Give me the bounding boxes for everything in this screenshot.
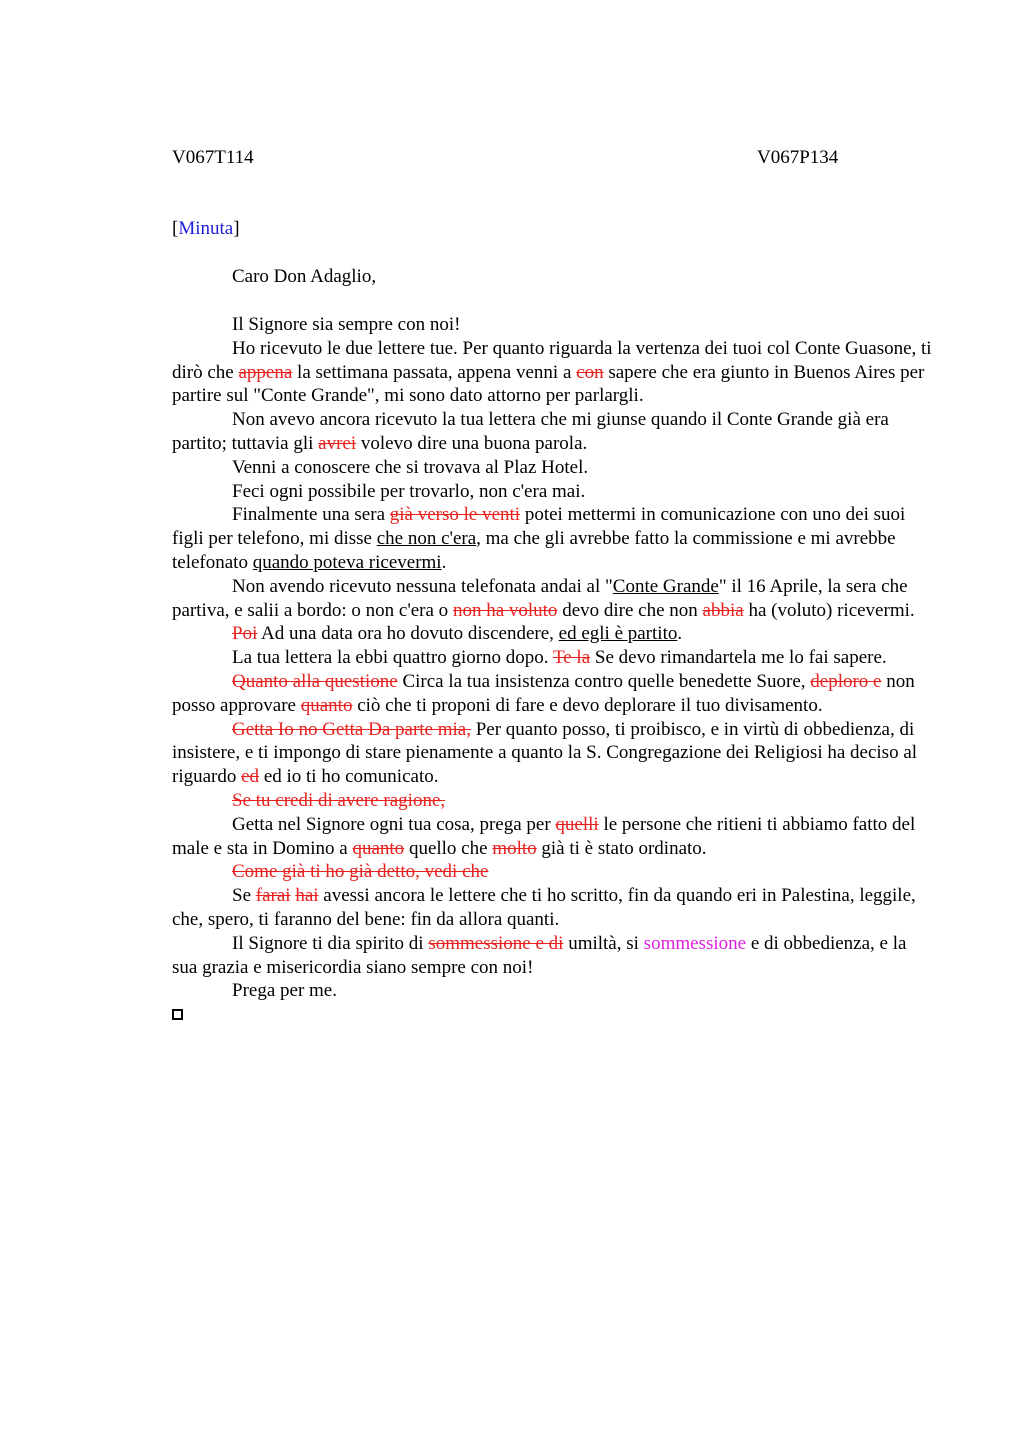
text-run: Prega per me. xyxy=(232,980,337,1002)
letter-paragraph xyxy=(172,337,932,408)
letter-paragraph xyxy=(172,480,932,504)
text-run: e di obbedienza, e la sua grazia e misericordia siano sempre con noi! xyxy=(172,932,907,978)
end-marker-icon xyxy=(172,1009,183,1020)
underlined-text: Conte Grande xyxy=(612,575,719,597)
deleted-text: con xyxy=(576,361,604,383)
text-run: ed io ti ho comunicato. xyxy=(259,766,439,788)
text-run: umiltà, si xyxy=(563,932,644,954)
text-run: Ho ricevuto le due lettere tue. Per quanto riguarda la vertenza dei tuoi col Conte Guasone, ti dirò che xyxy=(172,337,932,383)
text-run: Il Signore ti dia spirito di xyxy=(232,932,429,954)
underlined-text: ed egli è partito xyxy=(558,623,678,645)
text-run: volevo dire una buona parola. xyxy=(356,432,588,454)
text-run: Per quanto posso, ti proibisco, e in virtù di obbedienza, di insistere, e ti impongo di stare pienamente a quanto la S. Congregazione dei Religiosi ha deciso al riguardo xyxy=(172,718,918,788)
text-run: potei mettermi in comunicazione con uno dei suoi figli per telefono, mi disse xyxy=(172,504,906,550)
letter-paragraph xyxy=(172,646,932,670)
deleted-text: sommessione e di xyxy=(428,932,564,954)
letter-paragraph xyxy=(172,932,932,980)
text-run: avessi ancora le lettere che ti ho scritto, fin da quando eri in Palestina, leggile, che, spero, ti faranno del bene: fin da allora quanti. xyxy=(172,885,916,930)
text-run: Non avendo ricevuto nessuna telefonata andai al " xyxy=(232,575,613,597)
minuta-label xyxy=(172,218,240,240)
deleted-text: abbia xyxy=(702,599,744,621)
document-code-left: V067T114 xyxy=(172,147,254,168)
letter-body xyxy=(172,313,932,1027)
deleted-text: Te la xyxy=(552,647,591,669)
letter-paragraph xyxy=(172,789,932,813)
text-run: non posso approvare xyxy=(172,670,915,716)
deleted-text: molto xyxy=(492,837,537,859)
text-run: " il 16 Aprile, la sera che partiva, e salii a bordo: o non c'era o xyxy=(172,575,908,621)
deleted-text: Poi xyxy=(232,623,258,645)
text-run: La tua lettera la ebbi quattro giorno dopo. xyxy=(232,647,553,669)
document-code-right: V067P134 xyxy=(757,147,839,168)
salutation: Caro Don Adaglio, xyxy=(232,266,377,287)
deleted-text: Quanto alla questione xyxy=(232,670,398,692)
text-run: Il Signore sia sempre con noi! xyxy=(232,314,461,335)
text-run: Getta nel Signore ogni tua cosa, prega per xyxy=(232,813,556,835)
deleted-text: farai xyxy=(255,885,291,907)
deleted-text: Se tu credi di avere ragione, xyxy=(232,789,446,811)
letter-paragraph xyxy=(172,884,932,932)
underlined-text: quando poteva ricevermi xyxy=(252,551,442,573)
letter-paragraph xyxy=(172,813,932,861)
minuta-open-bracket: [ xyxy=(172,218,179,239)
text-run: la settimana passata, appena venni a xyxy=(292,361,577,383)
text-run: Se xyxy=(232,885,256,907)
deleted-text: appena xyxy=(238,361,293,383)
deleted-text: quanto xyxy=(300,694,353,716)
letter-paragraph xyxy=(172,622,932,646)
text-run: Venni a conoscere che si trovava al Plaz Hotel. xyxy=(232,456,589,478)
deleted-text: non ha voluto xyxy=(452,599,558,621)
letter-paragraph xyxy=(172,313,932,337)
letter-paragraph xyxy=(172,456,932,480)
inserted-text: sommessione xyxy=(643,932,747,954)
text-run: Finalmente una sera xyxy=(232,504,390,526)
deleted-text: quanto xyxy=(352,837,405,859)
text-run: Circa la tua insistenza contro quelle benedette Suore, xyxy=(397,670,811,692)
text-run: sapere che era giunto in Buenos Aires per partire sul "Conte Grande", mi sono dato attorno per parlargli. xyxy=(172,361,925,407)
text-run: devo dire che non xyxy=(557,599,703,621)
text-run: già ti è stato ordinato. xyxy=(536,837,707,859)
letter-paragraph xyxy=(172,718,932,789)
deleted-text: ed xyxy=(241,766,260,788)
letter-paragraph xyxy=(172,503,932,574)
text-run: , ma che gli avrebbe fatto la commissione e mi avrebbe telefonato xyxy=(172,528,896,573)
letter-paragraph xyxy=(172,408,932,456)
text-run: Se devo rimandartela me lo fai sapere. xyxy=(590,647,887,669)
minuta-word: Minuta xyxy=(178,218,234,239)
letter-paragraph xyxy=(172,670,932,718)
deleted-text: hai xyxy=(295,885,319,907)
minuta-close-bracket: ] xyxy=(233,218,240,239)
text-run: ha (voluto) ricevermi. xyxy=(743,599,915,621)
text-run: . xyxy=(441,551,447,573)
deleted-text: Getta Io no Getta Da parte mia, xyxy=(232,718,471,740)
text-run: Non avevo ancora ricevuto la tua lettera che mi giunse quando il Conte Grande già era partito; tuttavia gli xyxy=(172,409,889,454)
text-run: le persone che ritieni ti abbiamo fatto del male e sta in Domino a xyxy=(172,813,916,859)
text-run: Ad una data ora ho dovuto discendere, xyxy=(257,623,559,645)
deleted-text: Come già ti ho già detto, vedi che xyxy=(232,861,489,883)
text-run: quello che xyxy=(404,837,493,859)
underlined-text: che non c'era xyxy=(376,528,477,550)
deleted-text: già verso le venti xyxy=(389,504,521,526)
letter-paragraph xyxy=(172,979,932,1003)
deleted-text: deploro e xyxy=(810,670,882,692)
text-run: ciò che ti proponi di fare e devo deplorare il tuo divisamento. xyxy=(352,694,823,716)
text-run: . xyxy=(677,623,683,645)
deleted-text: avrei xyxy=(318,432,357,454)
letter-paragraph xyxy=(172,575,932,623)
deleted-text: quelli xyxy=(555,813,599,835)
text-run: Feci ogni possibile per trovarlo, non c'era mai. xyxy=(232,480,586,502)
letter-paragraph xyxy=(172,860,932,884)
